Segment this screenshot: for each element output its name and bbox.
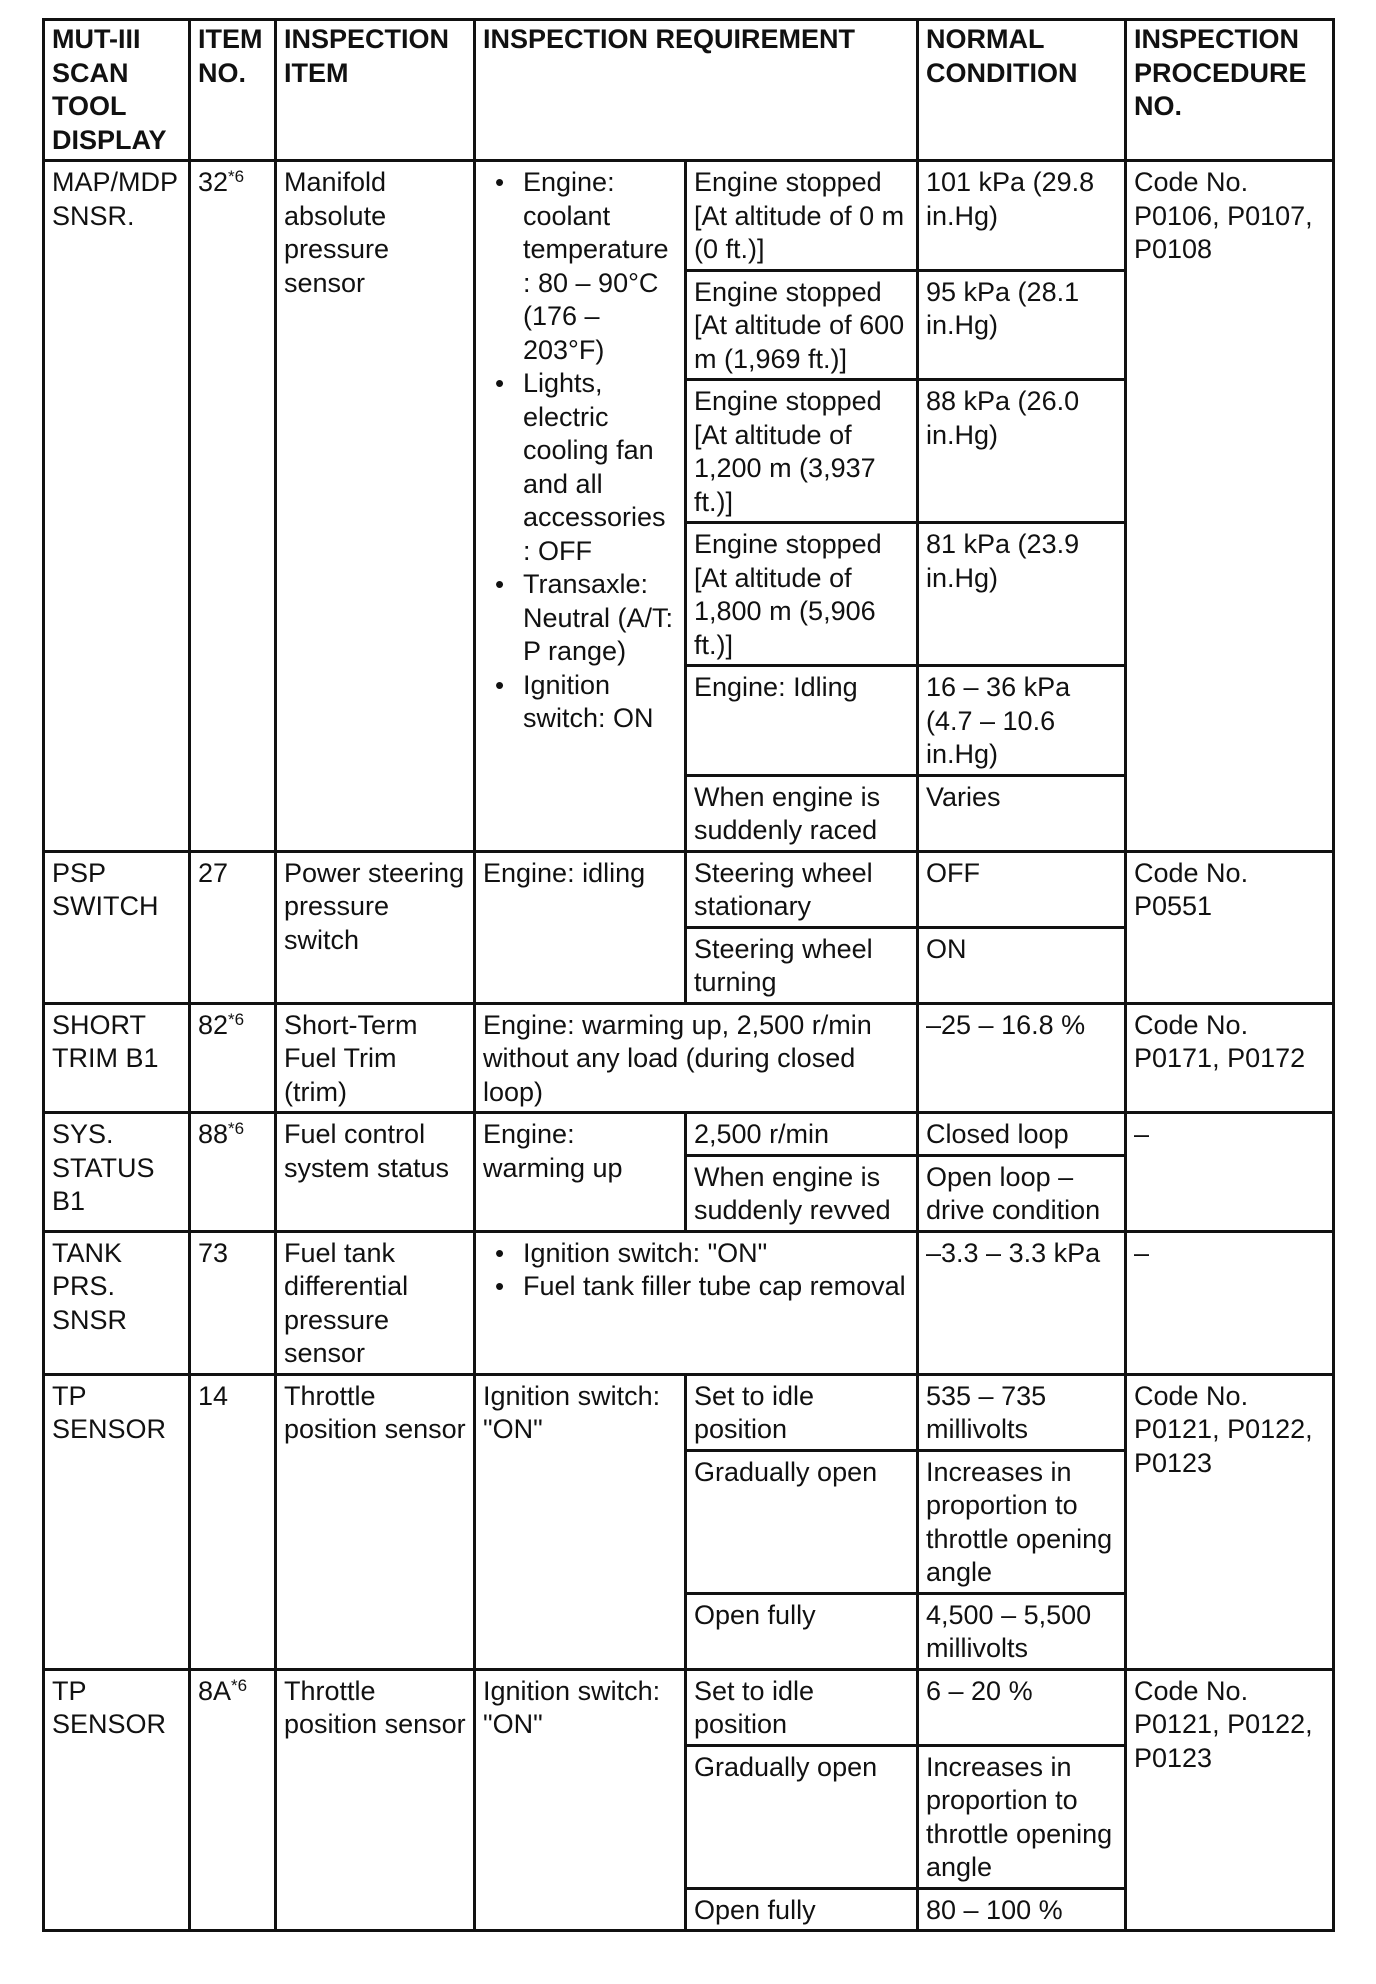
procedure-cell: – xyxy=(1126,1113,1334,1232)
header-item: INSPECTION ITEM xyxy=(276,20,475,161)
item-cell: Manifold absolute pressure sensor xyxy=(276,161,475,852)
table-row xyxy=(44,1003,1334,1113)
condition-cell: Engine stopped [At altitude of 1,200 m (3,937 ft.)] xyxy=(686,380,918,523)
item-cell: Throttle position sensor xyxy=(276,1669,475,1931)
display-cell: MAP/MDP SNSR. xyxy=(44,161,190,852)
normal-cell: Increases in proportion to throttle opening angle xyxy=(918,1450,1126,1593)
normal-cell: 16 – 36 kPa (4.7 – 10.6 in.Hg) xyxy=(918,666,1126,776)
table-row xyxy=(44,161,1334,271)
display-cell: TANK PRS. SNSR xyxy=(44,1231,190,1374)
procedure-cell: Code No. P0171, P0172 xyxy=(1126,1003,1334,1113)
requirement-list xyxy=(483,166,677,736)
requirement-cell xyxy=(475,161,686,852)
normal-cell: 6 – 20 % xyxy=(918,1669,1126,1745)
header-requirement: INSPECTION REQUIREMENT xyxy=(475,20,918,161)
normal-cell: 4,500 – 5,500 millivolts xyxy=(918,1593,1126,1669)
procedure-cell: Code No. P0551 xyxy=(1126,851,1334,1003)
normal-cell: –25 – 16.8 % xyxy=(918,1003,1126,1113)
requirement-cell: Engine: warming up, 2,500 r/min without any load (during closed loop) xyxy=(475,1003,918,1113)
condition-cell: Gradually open xyxy=(686,1745,918,1888)
footnote-mark: *6 xyxy=(228,1009,245,1029)
procedure-cell: Code No. P0121, P0122, P0123 xyxy=(1126,1374,1334,1669)
normal-cell: OFF xyxy=(918,851,1126,927)
condition-cell: Open fully xyxy=(686,1888,918,1931)
procedure-cell: Code No. P0106, P0107, P0108 xyxy=(1126,161,1334,852)
condition-cell: Set to idle position xyxy=(686,1374,918,1450)
condition-cell: Gradually open xyxy=(686,1450,918,1593)
header-display: MUT-III SCAN TOOL DISPLAY xyxy=(44,20,190,161)
condition-cell: Steering wheel turning xyxy=(686,927,918,1003)
condition-cell: Open fully xyxy=(686,1593,918,1669)
requirement-cell xyxy=(475,1231,918,1374)
list-item: • Engine: coolant temperature : 80 – 90°C (176 – 203°F) xyxy=(523,166,677,367)
condition-cell: 2,500 r/min xyxy=(686,1113,918,1156)
item-no: 88 xyxy=(198,1119,229,1149)
normal-cell: 80 – 100 % xyxy=(918,1888,1126,1931)
requirement-cell: Engine: warming up xyxy=(475,1113,686,1232)
procedure-cell: Code No. P0121, P0122, P0123 xyxy=(1126,1669,1334,1931)
normal-cell: Varies xyxy=(918,775,1126,851)
list-item: • Fuel tank filler tube cap removal xyxy=(523,1270,909,1304)
header-normal: NORMAL CONDITION xyxy=(918,20,1126,161)
item-cell: Power steering pressure switch xyxy=(276,851,475,1003)
item-cell: Throttle position sensor xyxy=(276,1374,475,1669)
header-procedure: INSPECTION PROCEDURE NO. xyxy=(1126,20,1334,161)
footnote-mark: *6 xyxy=(228,167,245,186)
requirement-list xyxy=(483,1237,909,1304)
normal-cell: 101 kPa (29.8 in.Hg) xyxy=(918,161,1126,271)
normal-cell: Closed loop xyxy=(918,1113,1126,1156)
condition-cell: Engine stopped [At altitude of 1,800 m (5,906 ft.)] xyxy=(686,523,918,666)
normal-cell: 535 – 735 millivolts xyxy=(918,1374,1126,1450)
item-no-cell: 27 xyxy=(190,851,276,1003)
display-cell: TP SENSOR xyxy=(44,1374,190,1669)
item-no: 32 xyxy=(198,167,229,197)
item-no-cell xyxy=(190,1113,276,1232)
condition-cell: When engine is suddenly revved xyxy=(686,1155,918,1231)
item-cell: Fuel tank differential pressure sensor xyxy=(276,1231,475,1374)
display-cell: PSP SWITCH xyxy=(44,851,190,1003)
list-item: • Ignition switch: "ON" xyxy=(523,1237,909,1271)
normal-cell: Open loop – drive condition xyxy=(918,1155,1126,1231)
item-no-cell xyxy=(190,1669,276,1931)
item-no: 82 xyxy=(198,1009,229,1040)
header-row xyxy=(44,20,1334,161)
table-row xyxy=(44,1669,1334,1745)
table-row xyxy=(44,1231,1334,1374)
normal-cell: 81 kPa (23.9 in.Hg) xyxy=(918,523,1126,666)
display-cell: SYS. STATUS B1 xyxy=(44,1113,190,1232)
item-cell: Short-Term Fuel Trim (trim) xyxy=(276,1003,475,1113)
display-cell: TP SENSOR xyxy=(44,1669,190,1931)
requirement-cell: Ignition switch: "ON" xyxy=(475,1374,686,1669)
table-row xyxy=(44,1374,1334,1450)
footnote-mark: *6 xyxy=(231,1675,248,1695)
condition-cell: Engine stopped [At altitude of 0 m (0 ft.)] xyxy=(686,161,918,271)
item-no-cell xyxy=(190,161,276,852)
normal-cell: Increases in proportion to throttle opening angle xyxy=(918,1745,1126,1888)
footnote-mark: *6 xyxy=(228,1119,245,1138)
table-row xyxy=(44,851,1334,927)
condition-cell: When engine is suddenly raced xyxy=(686,775,918,851)
header-item-no: ITEM NO. xyxy=(190,20,276,161)
normal-cell: 88 kPa (26.0 in.Hg) xyxy=(918,380,1126,523)
normal-cell: ON xyxy=(918,927,1126,1003)
inspection-table xyxy=(42,18,1335,1932)
list-item: • Lights, electric cooling fan and all accessories : OFF xyxy=(523,367,677,568)
table-row xyxy=(44,1113,1334,1156)
normal-cell: 95 kPa (28.1 in.Hg) xyxy=(918,270,1126,380)
display-cell: SHORT TRIM B1 xyxy=(44,1003,190,1113)
condition-cell: Engine stopped [At altitude of 600 m (1,969 ft.)] xyxy=(686,270,918,380)
condition-cell: Steering wheel stationary xyxy=(686,851,918,927)
item-no-cell xyxy=(190,1003,276,1113)
item-cell: Fuel control system status xyxy=(276,1113,475,1232)
normal-cell: –3.3 – 3.3 kPa xyxy=(918,1231,1126,1374)
item-no-cell: 73 xyxy=(190,1231,276,1374)
procedure-cell: – xyxy=(1126,1231,1334,1374)
requirement-cell: Engine: idling xyxy=(475,851,686,1003)
list-item: • Ignition switch: ON xyxy=(523,669,677,736)
condition-cell: Set to idle position xyxy=(686,1669,918,1745)
item-no: 8A xyxy=(198,1675,232,1706)
list-item: • Transaxle: Neutral (A/T: P range) xyxy=(523,568,677,669)
item-no-cell: 14 xyxy=(190,1374,276,1669)
requirement-cell: Ignition switch: "ON" xyxy=(475,1669,686,1931)
condition-cell: Engine: Idling xyxy=(686,666,918,776)
